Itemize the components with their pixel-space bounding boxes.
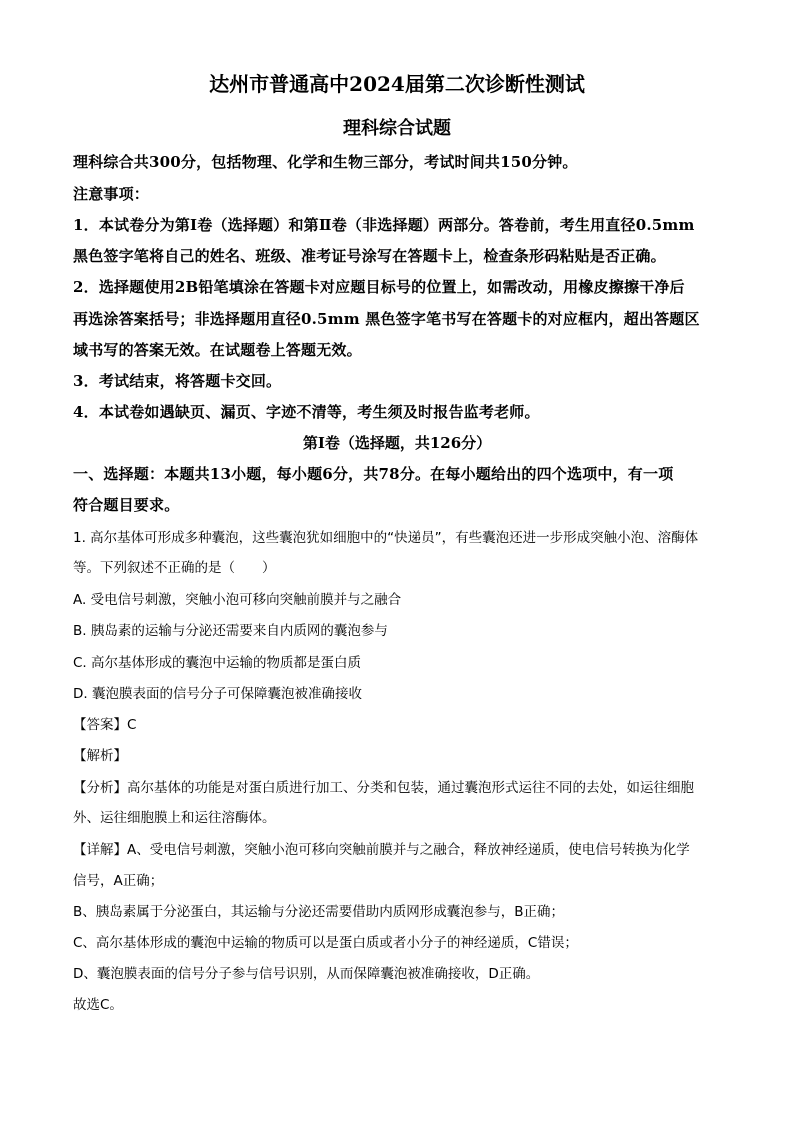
note-line: 再选涂答案括号；非选择题用直径0.5mm 黑色签字笔书写在答题卡的对应框内，超出答题区: [73, 310, 700, 328]
note-line: 1．本试卷分为第Ⅰ卷（选择题）和第Ⅱ卷（非选择题）两部分。答卷前，考生用直径0.5mm: [73, 216, 695, 234]
option-c: C. 高尔基体形成的囊泡中运输的物质都是蛋白质: [73, 655, 362, 671]
explanation-line: 【详解】A、受电信号刺激，突触小泡可移向突触前膜并与之融合，释放神经递质，使电信号转换为化学: [73, 842, 690, 858]
note-line: 2．选择题使用2B铅笔填涂在答题卡对应题目标号的位置上，如需改动，用橡皮擦擦干净后: [73, 278, 685, 296]
note-line: 域书写的答案无效。在试题卷上答题无效。: [73, 341, 362, 359]
explanation-line: 信号，A正确；: [73, 873, 164, 889]
section-instruction: 一、选择题：本题共13小题，每小题6分，共78分。在每小题给出的四个选项中，有一项: [73, 465, 674, 483]
explanation-line: 外、运往细胞膜上和运往溶酶体。: [73, 810, 276, 826]
exam-info: 理科综合共300分，包括物理、化学和生物三部分，考试时间共150分钟。: [73, 153, 578, 171]
exam-title: 达州市普通高中2024届第二次诊断性测试: [209, 72, 585, 96]
question-stem: 1. 高尔基体可形成多种囊泡，这些囊泡犹如细胞中的“快递员”，有些囊泡还进一步形成突触小泡、溶酶体: [73, 530, 699, 546]
section-heading: 第Ⅰ卷（选择题，共126分）: [302, 434, 492, 452]
answer-label: 【答案】C: [73, 717, 137, 733]
explanation-line: B、胰岛素属于分泌蛋白，其运输与分泌还需要借助内质网形成囊泡参与，B正确；: [73, 904, 565, 920]
explanation-line: D、囊泡膜表面的信号分子参与信号识别，从而保障囊泡被准确接收，D正确。: [73, 966, 540, 982]
analysis-label: 【解析】: [73, 748, 127, 764]
option-b: B. 胰岛素的运输与分泌还需要来自内质网的囊泡参与: [73, 623, 388, 639]
note-line: 4．本试卷如遇缺页、漏页、字迹不清等，考生须及时报告监考老师。: [73, 403, 540, 421]
question-stem: 等。下列叙述不正确的是（ ）: [73, 560, 276, 576]
explanation-line: C、高尔基体形成的囊泡中运输的物质可以是蛋白质或者小分子的神经递质，C错误；: [73, 935, 578, 951]
option-a: A. 受电信号刺激，突触小泡可移向突触前膜并与之融合: [73, 592, 402, 608]
section-instruction: 符合题目要求。: [73, 496, 180, 514]
explanation-line: 故选C。: [73, 997, 123, 1013]
note-line: 黑色签字笔将自己的姓名、班级、准考证号涂写在答题卡上，检查条形码粘贴是否正确。: [73, 247, 666, 265]
explanation-line: 【分析】高尔基体的功能是对蛋白质进行加工、分类和包装，通过囊泡形式运往不同的去处，如运往细胞: [73, 780, 694, 796]
notes-heading: 注意事项：: [73, 185, 150, 203]
note-line: 3．考试结束，将答题卡交回。: [73, 372, 282, 390]
option-d: D. 囊泡膜表面的信号分子可保障囊泡被准确接收: [73, 686, 362, 702]
exam-subtitle: 理科综合试题: [343, 118, 451, 139]
